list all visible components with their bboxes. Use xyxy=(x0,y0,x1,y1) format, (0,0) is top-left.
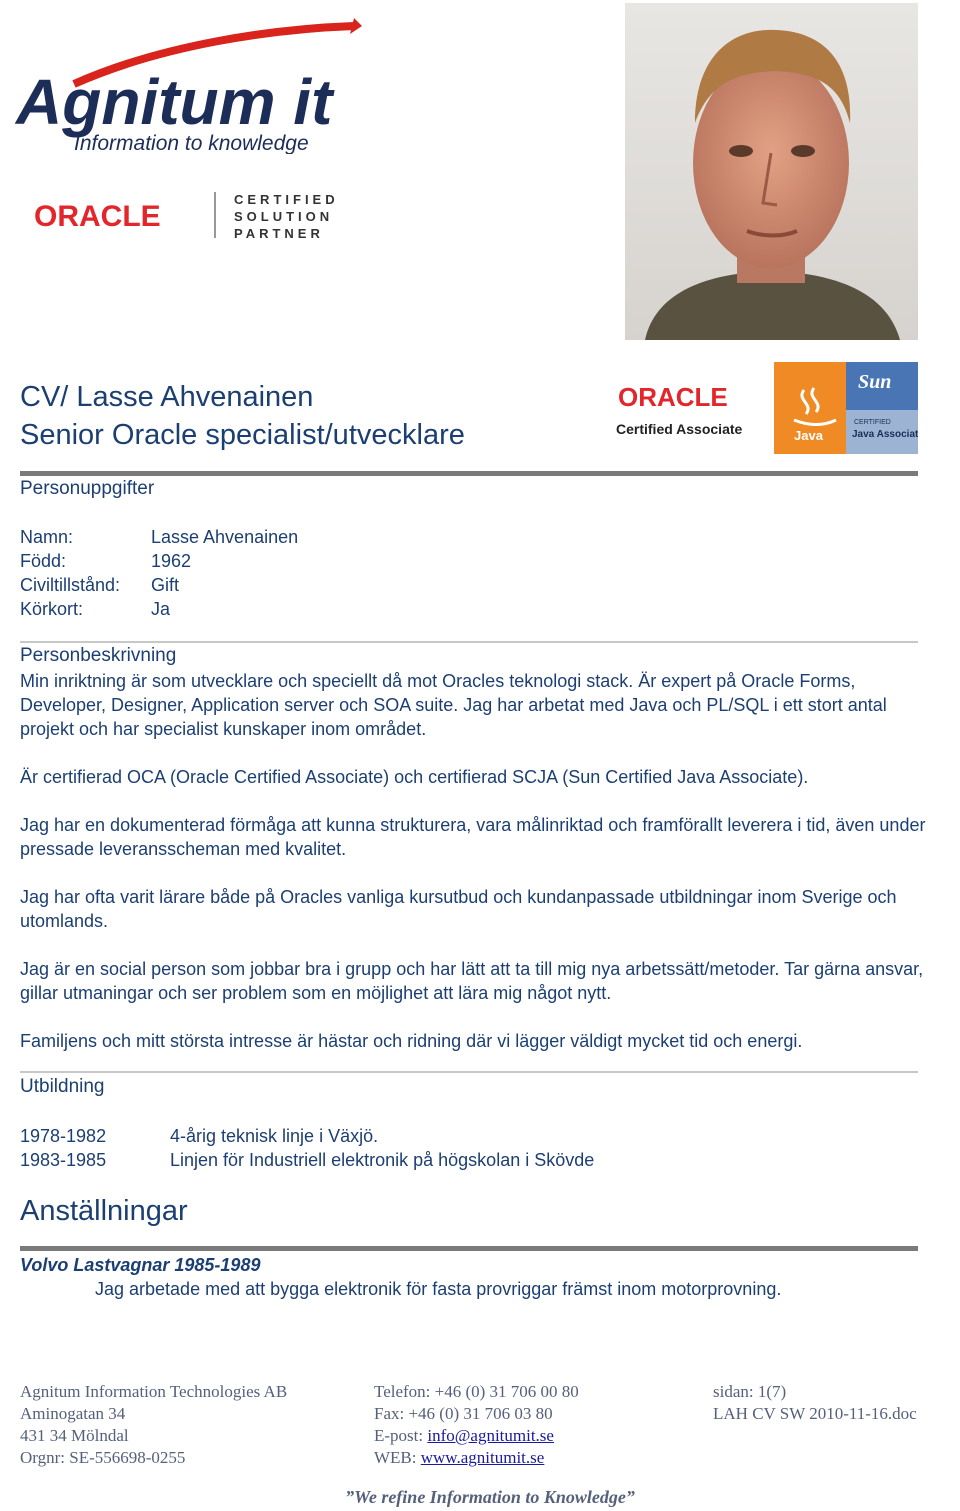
sun-cert-small: CERTIFIED xyxy=(854,419,891,426)
portrait-photo xyxy=(625,3,918,340)
sun-logo: Sun xyxy=(858,371,892,393)
footer-page-number: sidan: 1(7) xyxy=(713,1382,787,1401)
personal-details xyxy=(20,525,298,621)
education-year: 1978-1982 xyxy=(20,1126,107,1146)
footer-email-row xyxy=(374,1425,579,1447)
oca-badge-brand: ORACLE xyxy=(618,382,728,412)
footer-web-label: WEB: xyxy=(374,1448,421,1467)
footer-slogan: ”We refine Information to Knowledge” xyxy=(345,1487,635,1507)
description-paragraph: Jag är en social person som jobbar bra i grupp och har lätt att ta till mig nya arbetssätt/metoder. Tar gärna ansvar, gillar utmaningar och ser problem som en möjlighet att lära mig något nytt. xyxy=(20,959,924,1003)
footer-address: Aminogatan 34 xyxy=(20,1404,126,1423)
description-paragraph: Familjens och mitt största intresse är hästar och ridning där vi lägger väldigt mycket tid och energi. xyxy=(20,1031,803,1051)
oracle-csp-brand: ORACLE xyxy=(34,200,161,233)
title-line-2: Senior Oracle specialist/utvecklare xyxy=(20,419,465,451)
section-divider xyxy=(20,641,918,643)
agnitum-tagline: Information to knowledge xyxy=(74,132,309,154)
footer-orgnr: Orgnr: SE-556698-0255 xyxy=(20,1448,186,1467)
footer-email-link[interactable]: info@agnitumit.se xyxy=(427,1426,554,1445)
job-title: Volvo Lastvagnar 1985-1989 xyxy=(20,1255,261,1275)
footer-web-row xyxy=(374,1447,579,1469)
oracle-certified-solution-partner-logo xyxy=(34,190,364,242)
page-title xyxy=(20,378,465,454)
education-heading: Utbildning xyxy=(20,1076,105,1097)
section-divider xyxy=(20,1246,918,1251)
personal-value: Gift xyxy=(151,575,180,595)
oracle-csp-line1: CERTIFIED xyxy=(234,192,339,207)
education-text: 4-årig teknisk linje i Växjö. xyxy=(170,1126,379,1146)
section-divider xyxy=(20,471,918,476)
education-text: Linjen för Industriell elektronik på högskolan i Skövde xyxy=(170,1150,595,1170)
footer-docinfo xyxy=(713,1381,917,1425)
description-heading: Personbeskrivning xyxy=(20,645,177,666)
footer-postal: 431 34 Mölndal xyxy=(20,1426,129,1445)
education-year: 1983-1985 xyxy=(20,1150,107,1170)
employment-heading: Anställningar xyxy=(20,1195,188,1227)
sun-cert-label: Java Associate xyxy=(852,429,918,440)
footer-company xyxy=(20,1381,287,1469)
certification-badges xyxy=(614,360,918,456)
description-paragraph: Jag har ofta varit lärare både på Oracles vanliga kursutbud och kundanpassade utbildningar inom Sverige och utomlands. xyxy=(20,887,897,931)
oracle-csp-line2: SOLUTION xyxy=(234,209,334,224)
personal-label: Född: xyxy=(20,551,67,571)
personal-label: Civiltillstånd: xyxy=(20,575,121,595)
footer-email-label: E-post: xyxy=(374,1426,428,1445)
oca-badge-subtitle: Certified Associate xyxy=(616,421,743,437)
description-paragraph: Är certifierad OCA (Oracle Certified Associate) och certifierad SCJA (Sun Certified Java Associate). xyxy=(20,767,809,787)
footer-document-name: LAH CV SW 2010-11-16.doc xyxy=(713,1404,917,1423)
footer-company-name: Agnitum Information Technologies AB xyxy=(20,1382,288,1401)
title-line-1: CV/ Lasse Ahvenainen xyxy=(20,381,314,413)
footer-web-link[interactable]: www.agnitumit.se xyxy=(420,1448,545,1467)
description-paragraph: Min inriktning är som utvecklare och speciellt då mot Oracles teknologi stack. Är expert på Oracle Forms, Developer, Designer, Application server och SOA suite. Jag har arbetat med Java och PL/SQL i ett stort antal projekt och har specialist kunskaper inom området. xyxy=(20,671,887,739)
section-divider xyxy=(20,1071,918,1073)
personal-label: Körkort: xyxy=(20,599,84,619)
personal-label: Namn: xyxy=(20,527,74,547)
oracle-csp-line3: PARTNER xyxy=(234,226,324,241)
job-description: Jag arbetade med att bygga elektronik för fasta provriggar främst inom motorprovning. xyxy=(95,1279,782,1299)
footer-fax: Fax: +46 (0) 31 706 03 80 xyxy=(374,1404,553,1423)
personal-value: Lasse Ahvenainen xyxy=(151,527,299,547)
footer-contact xyxy=(374,1381,579,1469)
java-label: Java xyxy=(794,428,823,443)
personal-value: 1962 xyxy=(151,551,192,571)
personal-heading: Personuppgifter xyxy=(20,478,155,499)
agnitum-logo-text: Agnitum it xyxy=(16,66,333,138)
agnitum-logo xyxy=(14,14,364,154)
footer-phone: Telefon: +46 (0) 31 706 00 80 xyxy=(374,1382,579,1401)
personal-value: Ja xyxy=(151,599,171,619)
description-paragraph: Jag har en dokumenterad förmåga att kunna strukturera, vara målinriktad och framförallt leverera i tid, även under pressade leveransscheman med kvalitet. xyxy=(20,815,926,859)
